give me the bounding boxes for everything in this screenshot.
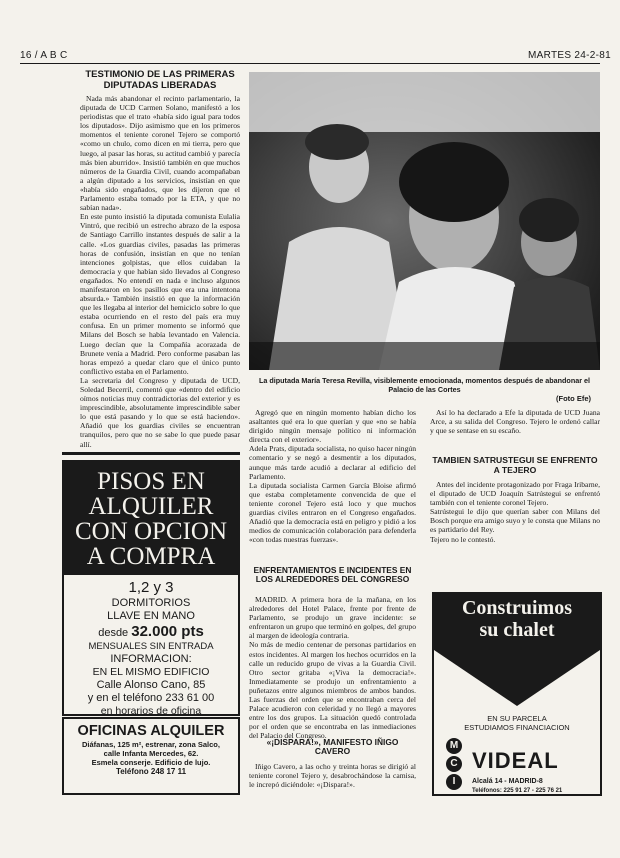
oficinas-line: Esmela conserje. Edificio de lujo. <box>91 758 211 768</box>
videal-tagline: EN SU PARCELA <box>487 714 547 723</box>
pisos-address: Calle Alonso Cano, 85 <box>96 678 206 691</box>
pisos-title-line: PISOS EN <box>97 468 205 495</box>
news-photo-image <box>249 72 600 370</box>
videal-logo-letter: C <box>446 756 462 772</box>
right-intro-text: Así lo ha declarado a Efe la diputada de UCD Juana Arce, a su salida del Congreso. Tejero le ordenó callar y que se sentase en su escaño. <box>430 408 600 436</box>
middle-headline-cavero: «¡DISPARA!», MANIFESTO IÑIGO CAVERO <box>266 737 399 757</box>
videal-logo-letter: I <box>446 774 462 790</box>
videal-address: Alcalá 14 - MADRID-8 <box>472 778 543 785</box>
videal-logo-row <box>434 738 600 798</box>
middle-headline-incidents: ENFRENTAMIENTOS E INCIDENTES EN LOS ALREDEDORES DEL CONGRESO <box>253 565 412 585</box>
videal-advert <box>432 592 602 796</box>
videal-headline-line: Construimos <box>461 597 572 619</box>
middle-incidents-text: MADRID. A primera hora de la mañana, en los alrededores del Hotel Palace, frente por frente de Parlamento, se produjo un grave incidente: se enfrentaron un grupo que terminó en golpes, del grupo al margen de ideología contraria. No más de medio centenar de personas partidarios en estos incidentes. Al margen los hechos ocurridos en la calle un reducido grupo de vivas a la Guardia Civil. Otro sector gritaba «¡Viva la democracia!». Inmediatamente se produjo un enfrentamiento a puñetazos entre algunos miembros de ambos bandos. Las fuerzas del orden que se encontraban cerca del Palace acudieron con celeridad y no llegó a mayores entre los dos grupos. La situación quedó controlada por el orden que se encontraba en las inmediaciones del Palacio del Congreso. <box>249 595 416 741</box>
pisos-price-row <box>64 623 238 641</box>
page-folio-left: 16 / A B C <box>20 50 68 61</box>
videal-logo-mark <box>446 738 466 790</box>
oficinas-line: Diáfanas, 125 m², estrenar, zona Salco, <box>82 740 220 750</box>
right-headline-satrustegui: TAMBIEN SATRUSTEGUI SE ENFRENTO A TEJERO <box>432 455 598 475</box>
pisos-title-line: CON OPCION <box>74 518 228 545</box>
photo-credit: (Foto Efe) <box>556 394 591 403</box>
pisos-advert-title <box>64 462 238 575</box>
pisos-price-prefix: desde <box>98 627 129 640</box>
pisos-phone: y en el teléfono 233 61 00 <box>87 691 215 704</box>
oficinas-advert <box>62 717 240 795</box>
news-photo <box>249 72 600 370</box>
videal-phones: Teléfonos: 225 91 27 - 225 76 21 <box>472 788 563 794</box>
pisos-rooms: 1,2 y 3 <box>128 579 174 596</box>
pisos-info-label: INFORMACION: <box>110 652 192 665</box>
pisos-info-place: EN EL MISMO EDIFICIO <box>92 665 210 678</box>
header-rule <box>20 63 600 64</box>
right-satrustegui-text: Antes del incidente protagonizado por Fraga Iribarne, el diputado de UCD Joaquín Satrústegui se enfrentó también con el teniente coronel Tejero. Satrústegui le dijo que querían saber con Milans del Bosch porque era amigo suyo y le consta que Milans no es partidario del Rey. Tejero no le contestó. <box>430 480 600 544</box>
pisos-advert <box>62 460 240 716</box>
pisos-title-line: ALQUILER <box>88 493 214 520</box>
middle-cavero-text: Iñigo Cavero, a las ocho y treinta horas se dirigió al teniente coronel Tejero y, desabrochándose la camisa, le increpó diciéndole: «¡Dispara!». <box>249 762 416 790</box>
article-1-headline: TESTIMONIO DE LAS PRIMERAS DIPUTADAS LIBERADAS <box>85 69 235 91</box>
middle-intro-text: Agregó que en ningún momento habían dicho los asaltantes qué era lo que querían y que «no se había dirigido ningún mensaje político ni información directa con el exterior». Adela Prats, diputada socialista, no quiso hacer ningún comentario y se negó a desmentir a los diputados, aunque más tarde acudió a declarar al edificio del Parlamento. La diputada socialista Carmen García Bloise afirmó que estaba completamente convencida de que el teniente coronel Tejero está loco y que muchos guardias civiles entraron en el Congreso engañados. Añadió que la democracia está en peligro y pidió a los medios de comunicación colaboración para defenderla «con todas nuestras fuerzas». <box>249 408 416 545</box>
videal-logo-letter: M <box>446 738 462 754</box>
oficinas-phone: Teléfono 248 17 11 <box>115 767 187 777</box>
article-1-body: Nada más abandonar el recinto parlamentario, la diputada de UCD Carmen Solano, manifestó a los periodistas que el trato «había sido igual para todos los diputados». Dijo asimismo que en los primeros momentos el teniente coronel Tejero se comportó «como un chulo, como dicen en mi tierra, pero que luego, al pasar las horas, su actitud cambió y parecía más bien aburrido». Insistió también en que muchos números de la Guardia Civil, cuando acompañaban a algún diputado a los servicios, insistían en que «había sido engañados, que les dijeron que el Parlamento estaba tomado por la ETA, y que no sabían nada». En este punto insistió la diputada comunista Eulalia Vintró, que recibió un estrecho abrazo de la esposa de Santiago Carrillo instantes después de salir a la calle. «Los guardias civiles, pasadas las primeras horas de confusión, insistían en que no tenían intenciones golpistas, que ellos cuidaban la democracia y que habían sido llevados al Congreso engañados. No entendí en nada e incluso algunos manifestaron en los pasillos que era una intentona absurda.» También insistió en que la información que les llegaba al interior del hemiciclo sobre lo que estaba ocurriendo en el resto del país era muy confusa. En un primer momento se informó que Milans del Bosch se había levantado en Valencia. Luego decían que la Compañía acorazada de Brunete venía a Madrid. Pero conforme pasaban las horas empezó a quedar claro que el único punto conflictivo estaba en el Parlamento. La secretaria del Congreso y diputada de UCD, Soledad Becerril, comentó que «dentro del edificio oímos noticias muy contradictorias del exterior y es imprescindible, absolutamente imprescindible saber lo que está pasando y lo que se está haciendo». Añadió que los guardias civiles se encuentran tranquilos, pero que no se sabe lo que puede pasar allí. <box>80 94 240 449</box>
pisos-bedrooms: DORMITORIOS <box>111 597 191 609</box>
videal-tagline: ESTUDIAMOS FINANCIACION <box>464 723 570 732</box>
videal-headline <box>434 594 600 650</box>
pisos-no-deposit: MENSUALES SIN ENTRADA <box>88 641 214 653</box>
oficinas-title: OFICINAS ALQUILER <box>77 723 225 739</box>
photo-caption: La diputada María Teresa Revilla, visiblemente emocionada, momentos después de abandonar el Palacio de las Cortes <box>259 376 590 394</box>
page-folio-right: MARTES 24-2-81 <box>528 50 611 61</box>
pisos-title-line: A COMPRA <box>86 543 216 570</box>
ad-top-rule <box>62 452 240 455</box>
pisos-hours: en horarios de oficina <box>100 704 202 717</box>
videal-brand: VIDEAL <box>472 748 559 773</box>
pisos-turnkey: LLAVE EN MANO <box>107 610 195 623</box>
oficinas-line: calle Infanta Mercedes, 62. <box>103 749 199 759</box>
videal-house-graphic <box>434 650 600 712</box>
videal-headline-line: su chalet <box>479 619 555 641</box>
pisos-price: 32.000 pts <box>131 623 204 641</box>
